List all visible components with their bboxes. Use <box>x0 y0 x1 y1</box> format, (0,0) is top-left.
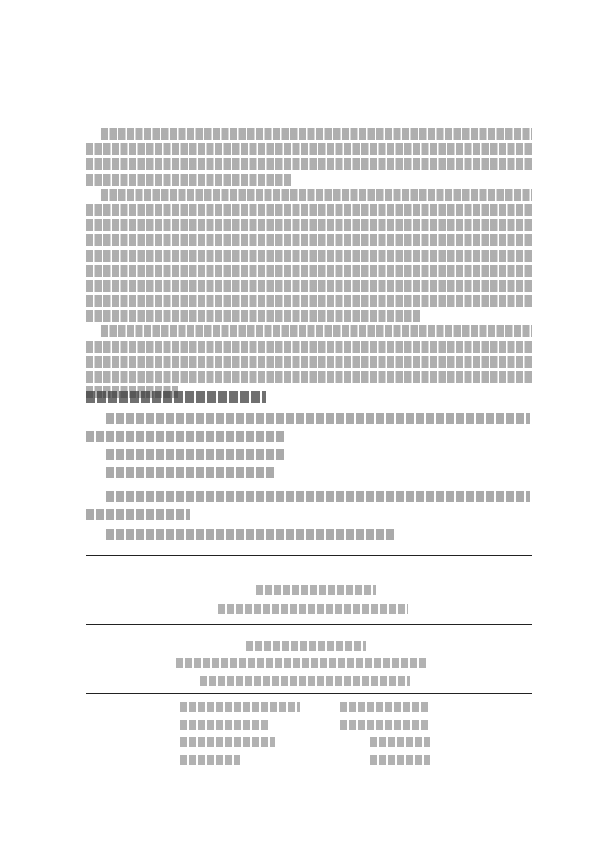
imprint-line <box>176 658 426 668</box>
imprint-line <box>180 720 270 730</box>
imprint-line <box>180 755 240 765</box>
imprint-line <box>180 737 275 747</box>
cip-heading <box>86 391 266 403</box>
text-line <box>86 219 532 231</box>
imprint-line <box>256 585 376 595</box>
text-line <box>86 174 292 186</box>
imprint-line <box>340 702 430 712</box>
imprint-line <box>340 720 430 730</box>
text-line <box>86 265 532 277</box>
imprint-line <box>200 676 410 686</box>
text-line <box>86 250 532 262</box>
text-line <box>86 234 532 246</box>
divider <box>86 624 532 625</box>
text-line <box>86 280 532 292</box>
text-line <box>86 356 532 368</box>
text-line <box>86 371 532 383</box>
imprint-line <box>370 755 430 765</box>
text-line <box>86 158 532 170</box>
divider <box>86 555 532 556</box>
imprint-line <box>218 604 408 614</box>
text-line <box>86 204 532 216</box>
intro-body <box>86 128 532 401</box>
cip-line <box>86 509 190 520</box>
text-line <box>86 143 532 155</box>
divider <box>86 693 532 694</box>
cip-line <box>106 491 530 502</box>
text-line <box>86 295 532 307</box>
cip-line <box>106 529 396 540</box>
cip-line <box>106 413 530 424</box>
imprint-line <box>246 641 366 651</box>
imprint-line <box>180 702 300 712</box>
text-line <box>86 341 532 353</box>
text-line <box>101 325 532 337</box>
text-line <box>101 128 532 140</box>
cip-line <box>106 467 276 478</box>
text-line <box>101 189 532 201</box>
cip-line <box>106 449 286 460</box>
cip-line <box>86 431 286 442</box>
text-line <box>86 310 420 322</box>
imprint-line <box>370 737 430 747</box>
